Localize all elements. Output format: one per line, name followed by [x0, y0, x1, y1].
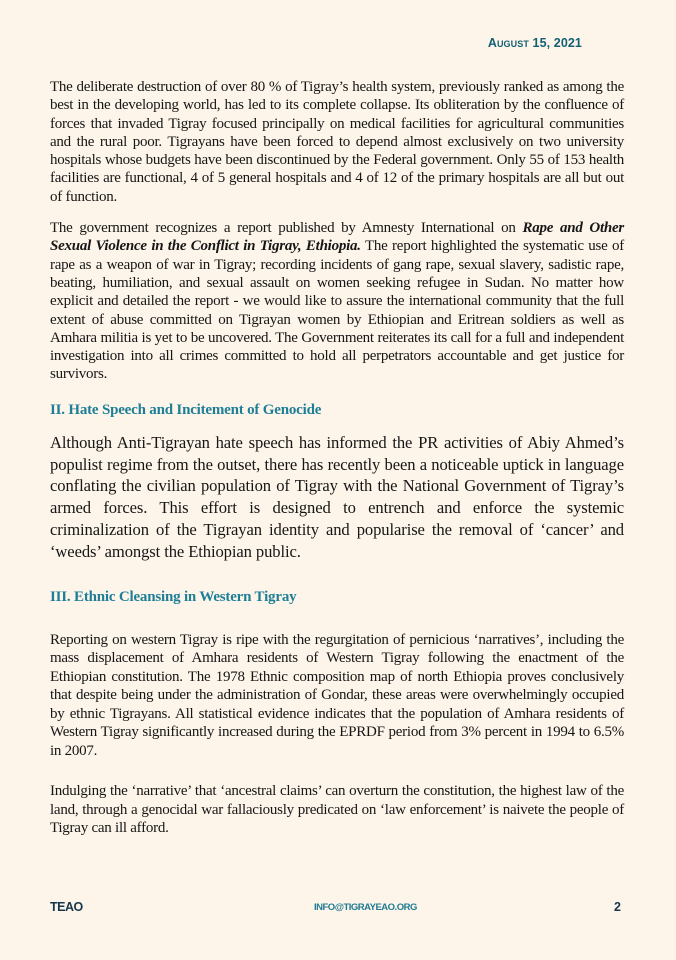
paragraph-body-text: The report highlighted the systematic use of rape as a weapon of war in Tigray; recording incidents of gang rape, sexual slavery, sadistic rape, beating, humiliation, and sexual assault on women seeking refugee in Sudan. No matter how explicit and detailed the report - we would like to assure the international community that the full extent of abuse committed on Tigrayan women by Ethiopian and Eritrean soldiers as well as Amhara militia is yet to be uncovered. The Government reiterates its call for a full and independent investigation into all crimes committed to hold all perpetrators accountable and get justice for survivors. — [50, 238, 625, 383]
section-heading-hate-speech: II. Hate Speech and Incitement of Genocide — [50, 401, 322, 418]
page-footer — [50, 900, 624, 918]
health-system-paragraph: The deliberate destruction of over 80 % of Tigray’s health system, previously ranked as among the best in the developing world, has led to its complete collapse. Its obliteration by the confluence of forces that invaded Tigray focused principally on medical facilities for agricultural communities and the rural poor. Tigrayans have been forced to depend almost exclusively on two university hospitals whose budgets have been discontinued by the Federal government. Only 55 of 153 health facilities are functional, 4 of 5 general hospitals and 4 of 12 of the primary hospitals are all but out of function. — [50, 79, 624, 205]
paragraph-intro-text: The government recognizes a report published by Amnesty International on — [50, 220, 523, 237]
footer-organization: TEAO — [50, 900, 83, 914]
amnesty-report-paragraph — [50, 219, 624, 384]
ancestral-claims-paragraph: Indulging the ‘narrative’ that ‘ancestral claims’ can overturn the constitution, the highest law of the land, through a genocidal war fallaciously predicated on ‘law enforcement’ is naivete the people of Tigray can ill afford. — [50, 783, 624, 837]
report-title: Rape and Other Sexual Violence in the Conflict in Tigray, Ethiopia. — [50, 220, 624, 255]
page-date: August 15, 2021 — [487, 36, 582, 50]
footer-email-link[interactable]: INFO@TIGRAYEAO.ORG — [314, 902, 417, 913]
hate-speech-paragraph: Although Anti-Tigrayan hate speech has informed the PR activities of Abiy Ahmed’s populist regime from the outset, there has recently been a noticeable uptick in language conflating the civilian population of Tigray with the National Government of Tigray’s armed forces. This effort is designed to entrench and enforce the systemic criminalization of the Tigrayan identity and popularise the removal of ‘cancer’ and ‘weeds’ amongst the Ethiopian public. — [50, 432, 624, 561]
page-number: 2 — [614, 900, 621, 914]
document-body — [50, 78, 624, 838]
western-tigray-paragraph: Reporting on western Tigray is ripe with the regurgitation of pernicious ‘narratives’, including the mass displacement of Amhara residents of Western Tigray following the enactment of the Ethiopian constitution. The 1978 Ethnic composition map of north Ethiopia proves conclusively that despite being under the administration of Gondar, these areas were overwhelmingly occupied by ethnic Tigrayans. All statistical evidence indicates that the population of Amhara residents of Western Tigray significantly increased during the EPRDF period from 3% percent in 1994 to 6.5% in 2007. — [50, 631, 624, 759]
section-heading-ethnic-cleansing: III. Ethnic Cleansing in Western Tigray — [50, 588, 297, 605]
